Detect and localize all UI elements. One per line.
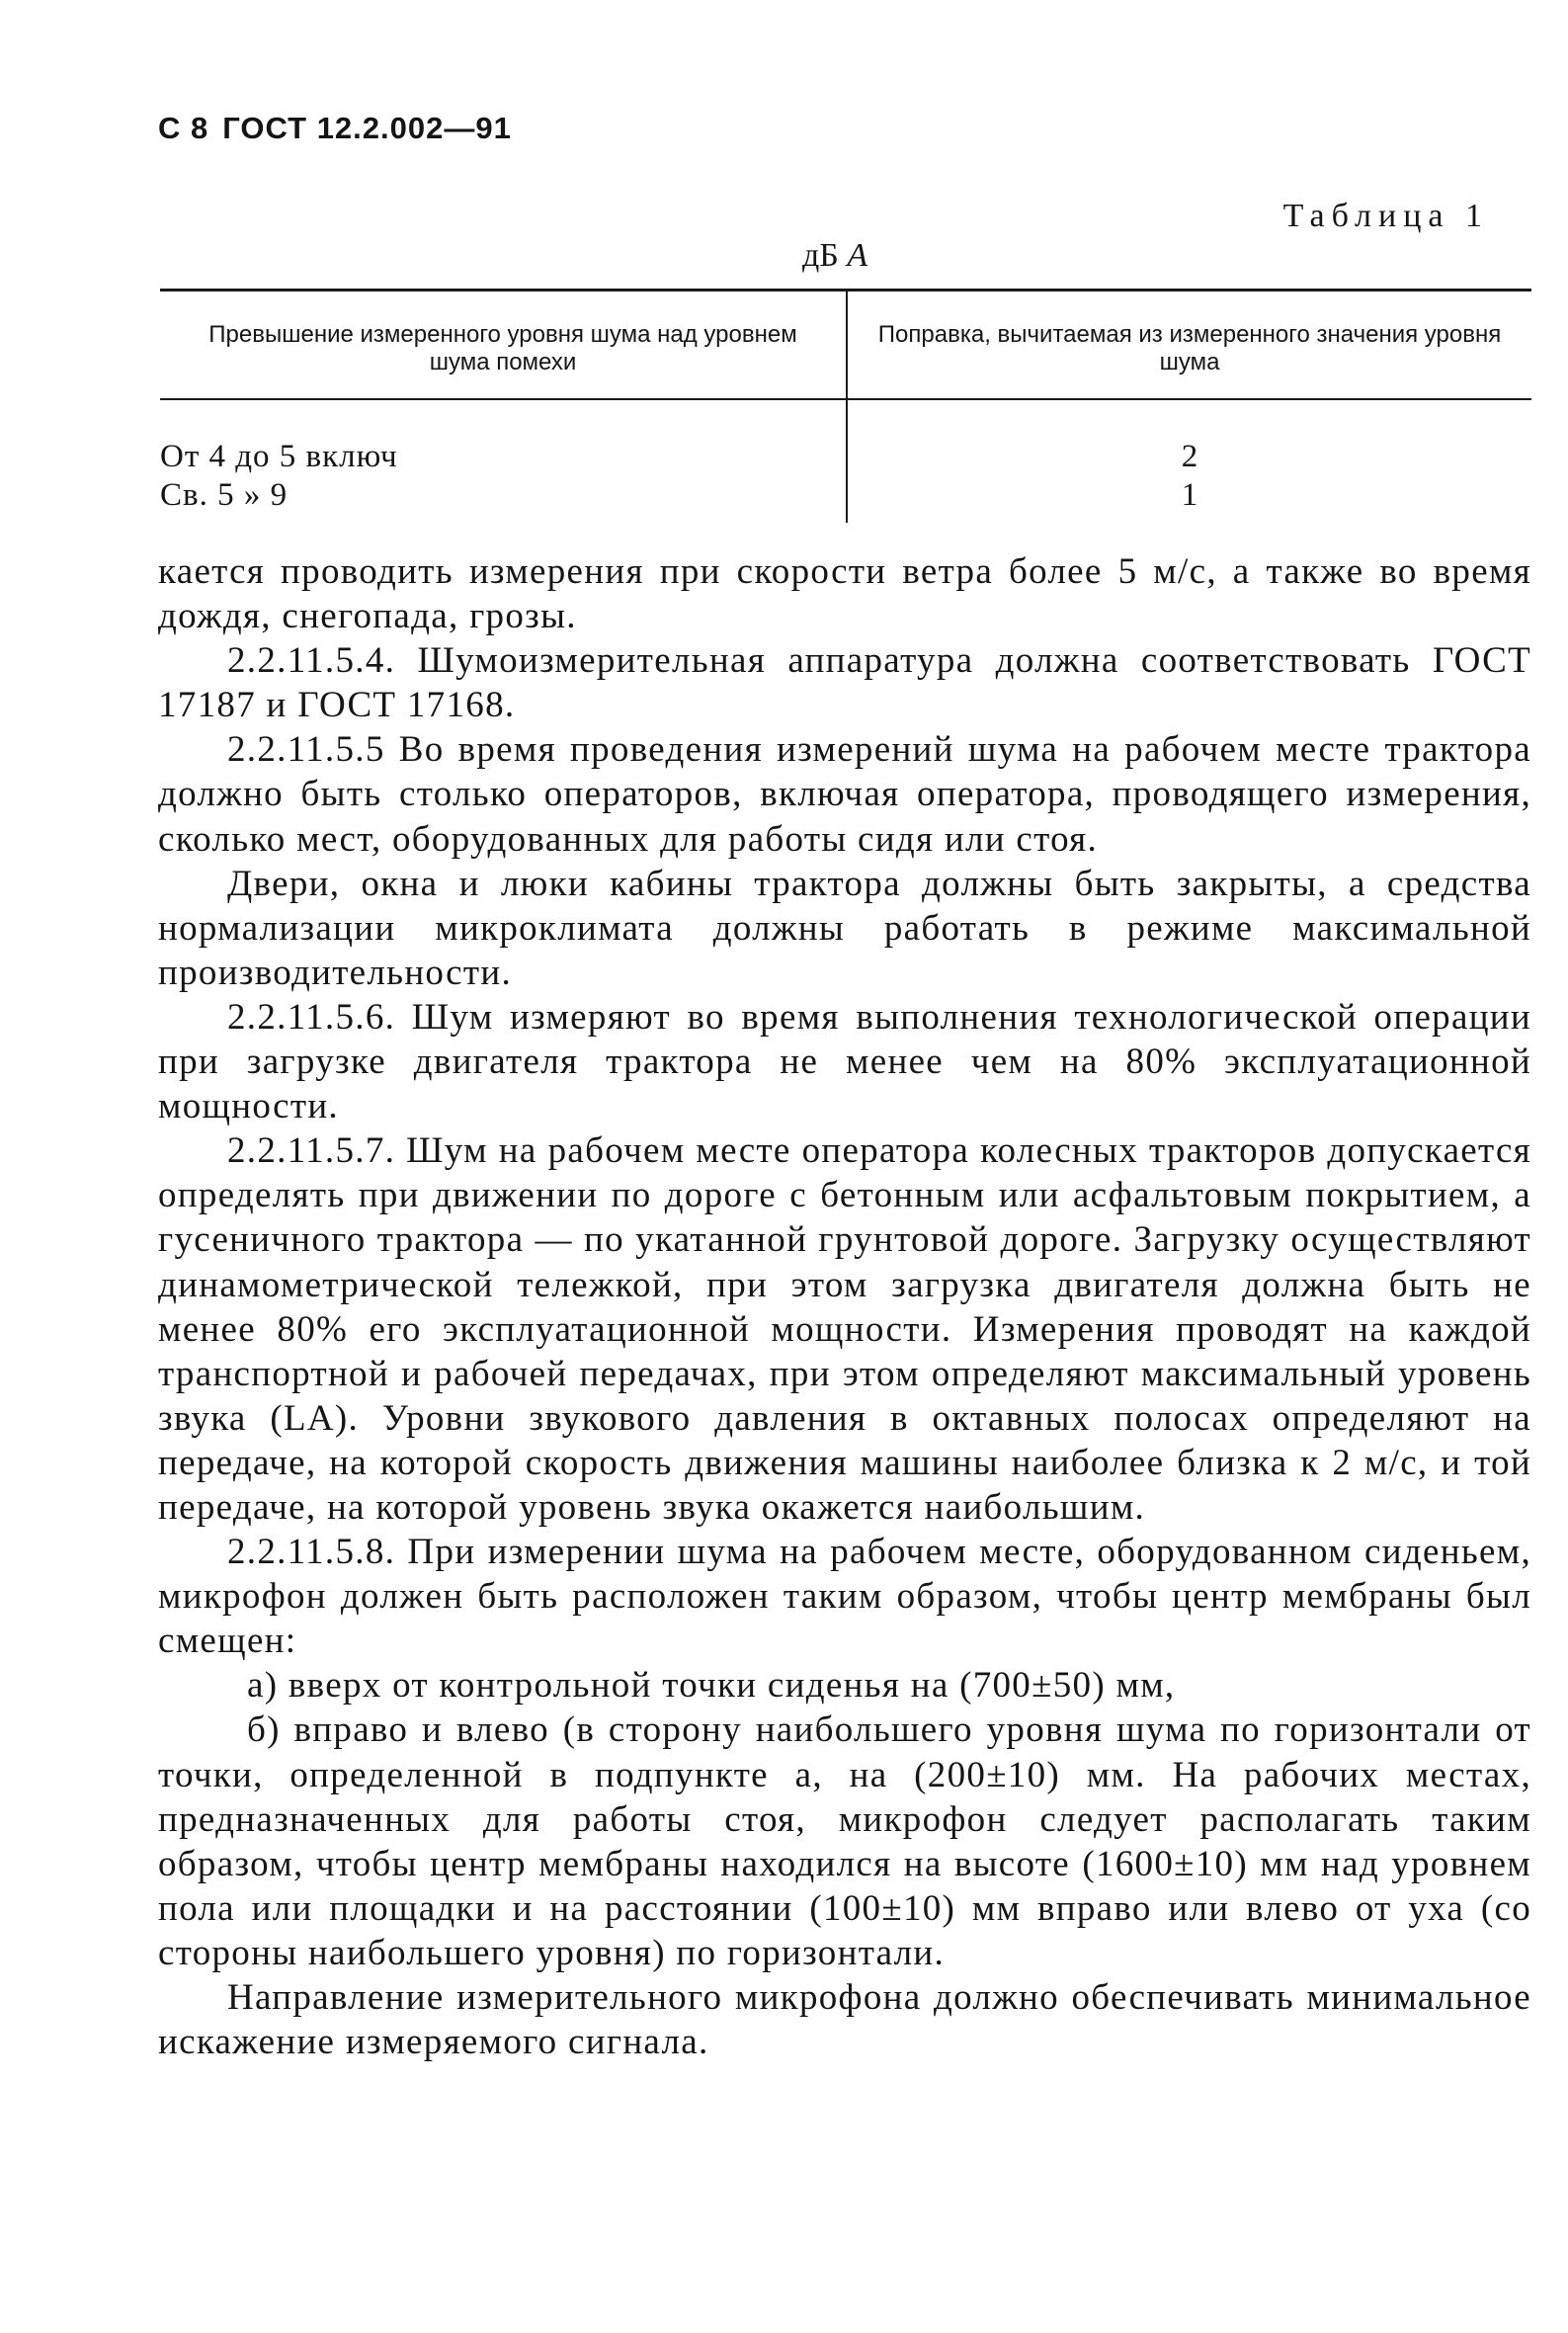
list-item: а) вверх от контрольной точки сиденья на (700±50) мм, xyxy=(247,1665,1176,1707)
table-row xyxy=(160,399,1531,523)
column-header-correction: Поправка, вычитаемая из измеренного значения уровня шума xyxy=(877,321,1502,375)
table-unit xyxy=(802,237,867,275)
paragraph: 2.2.11.5.5 Во время проведения измерений шума на рабочем месте трактора должно быть столько операторов, включая оператора, проводящего измерения, сколько мест, оборудованных для работы сидя или стоя. xyxy=(158,729,1531,860)
range-value: От 4 до 5 включ xyxy=(160,439,398,474)
table-unit-suffix: А xyxy=(847,237,868,274)
paragraph: кается проводить измерения при скорости ветра более 5 м/с, а также во время дождя, снегопада, грозы. xyxy=(158,551,1531,637)
standard-title: ГОСТ 12.2.002—91 xyxy=(222,111,512,145)
table-caption: Таблица 1 xyxy=(1282,198,1489,234)
table-unit-prefix: дБ xyxy=(802,237,839,274)
paragraph: 2.2.11.5.4. Шумоизмерительная аппаратура должна соответствовать ГОСТ 17187 и ГОСТ 17168. xyxy=(158,640,1531,726)
table-header-row xyxy=(160,291,1531,400)
range-cell xyxy=(160,399,847,523)
paragraph: Направление измерительного микрофона должно обеспечивать минимальное искажение измеряемого сигнала. xyxy=(158,1977,1531,2063)
body-text xyxy=(158,549,1531,2064)
column-header-excess: Превышение измеренного уровня шума над уровнем шума помехи xyxy=(160,291,847,400)
paragraph: 2.2.11.5.6. Шум измеряют во время выполнения технологической операции при загрузке двигателя трактора не менее чем на 80% эксплуатационной мощности. xyxy=(158,996,1531,1127)
correction-value: 2 xyxy=(1181,439,1198,474)
paragraph: 2.2.11.5.8. При измерении шума на рабочем месте, оборудованном сиденьем, микрофон должен быть расположен таким образом, чтобы центр мембраны был смещен: xyxy=(158,1532,1531,1662)
table-body xyxy=(160,399,1531,523)
noise-correction-table xyxy=(160,289,1531,523)
running-header xyxy=(158,111,526,146)
table-header xyxy=(160,291,1531,400)
paragraph: 2.2.11.5.7. Шум на рабочем месте оператора колесных тракторов допускается определять при движении по дороге с бетонным или асфальтовым покрытием, а гусеничного трактора — по укатанной грунтовой дороге. Загрузку осуществляют динамометрической тележкой, при этом загрузка двигателя должна быть не менее 80% его эксплуатационной мощности. Измерения проводят на каждой транспортной и рабочей передачах, при этом определяют максимальный уровень звука (LA). Уровни звукового давления в октавных полосах определяют на передаче, на которой скорость движения машины наиболее близка к 2 м/с, и той передаче, на которой уровень звука окажется наибольшим. xyxy=(158,1130,1531,1528)
paragraph: Двери, окна и люки кабины трактора должны быть закрыты, а средства нормализации микроклимата должны работать в режиме максимальной производительности. xyxy=(158,863,1531,993)
correction-cell xyxy=(847,399,1531,523)
page-label: С 8 xyxy=(158,111,209,145)
range-value: Св. 5 » 9 xyxy=(160,477,289,513)
list-item: б) вправо и влево (в сторону наибольшего уровня шума по горизонтали от точки, определенной в подпункте а, на (200±10) мм. На рабочих местах, предназначенных для работы стоя, микрофон следует располагать таким образом, чтобы центр мембраны находился на высоте (1600±10) мм над уровнем пола или площадки и на расстоянии (100±10) мм вправо или влево от уха (со стороны наибольшего уровня) по горизонтали. xyxy=(158,1709,1531,1973)
correction-value: 1 xyxy=(1181,477,1198,513)
